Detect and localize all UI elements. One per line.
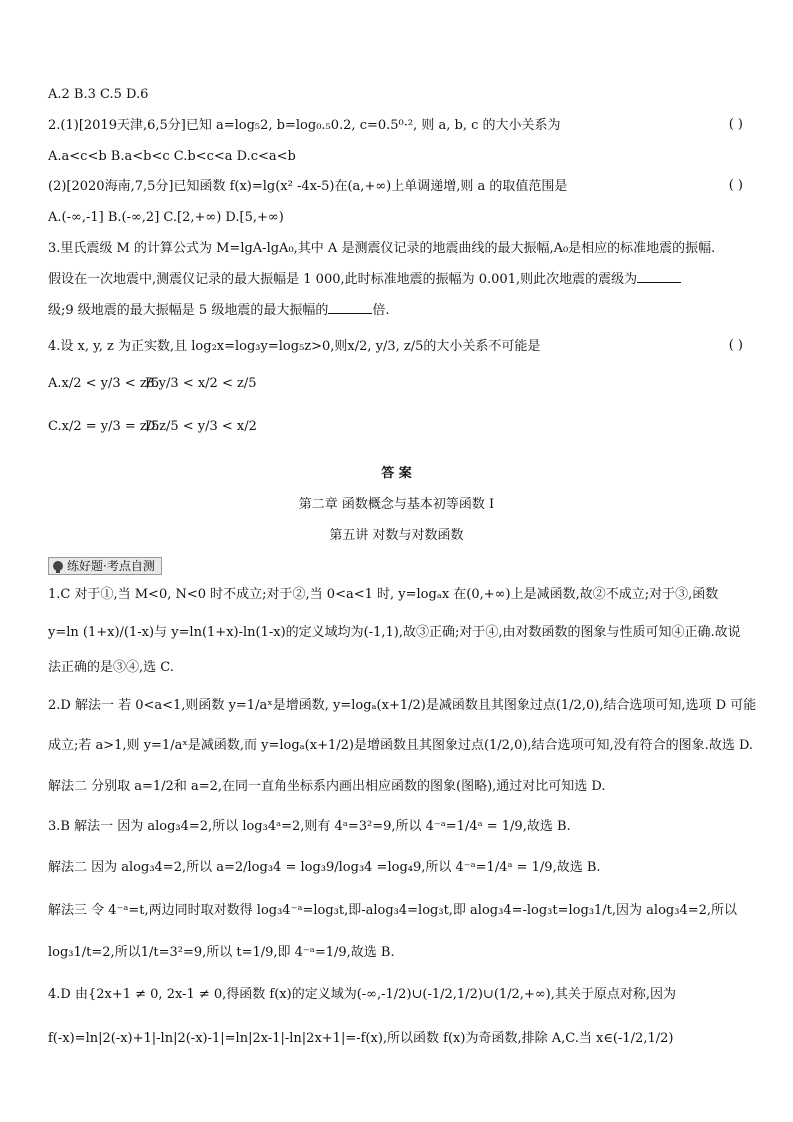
answer-2-line-3: 解法二 分别取 a=1/2和 a=2,在同一直角坐标系内画出相应函数的图象(图略),通过对比可知选 D. xyxy=(48,779,606,794)
q4-answer-paren: ( ) xyxy=(728,338,743,353)
q4-option-d: D.z/5 < y/3 < x/2 xyxy=(145,419,257,434)
answers-heading: 答 案 xyxy=(381,466,412,481)
q2-1-answer-paren: ( ) xyxy=(728,117,743,132)
section-badge-label: 练好题·考点自测 xyxy=(67,559,155,573)
q2-2-stem: (2)[2020海南,7,5分]已知函数 f(x)=lg(x² -4x-5)在(a,+∞)上单调递增,则 a 的取值范围是 xyxy=(48,179,568,194)
q3-line-2 xyxy=(48,270,743,289)
q4-option-a: A.x/2 < y/3 < z/5 xyxy=(48,376,160,391)
q3-blank-2 xyxy=(328,301,372,314)
q2-2-options: A.(-∞,-1] B.(-∞,2] C.[2,+∞) D.[5,+∞) xyxy=(48,210,284,225)
answer-3-line-1: 3.B 解法一 因为 alog₃4=2,所以 log₃4ᵃ=2,则有 4ᵃ=3²=9,所以 4⁻ᵃ=1/4ᵃ = 1/9,故选 B. xyxy=(48,819,571,834)
q4-stem: 4.设 x, y, z 为正实数,且 log₂x=log₃y=log₅z>0,则x/2, y/3, z/5的大小关系不可能是 xyxy=(48,339,541,354)
q2-1-stem: 2.(1)[2019天津,6,5分]已知 a=log₅2, b=log₀.₅0.2, c=0.5⁰·², 则 a, b, c 的大小关系为 xyxy=(48,118,561,133)
answer-2-line-1: 2.D 解法一 若 0<a<1,则函数 y=1/aˣ是增函数, y=logₐ(x+1/2)是减函数且其图象过点(1/2,0),结合选项可知,选项 D 可能 xyxy=(48,698,757,713)
q2-2-answer-paren: ( ) xyxy=(728,178,743,193)
q3-line-3a-text: 级;9 级地震的最大振幅是 5 级地震的最大振幅的 xyxy=(48,303,329,318)
chapter-title: 第二章 函数概念与基本初等函数 Ⅰ xyxy=(298,497,495,512)
q3-line-3b-text: 倍. xyxy=(372,303,390,318)
q1-options: A.2 B.3 C.5 D.6 xyxy=(48,87,149,102)
lesson-title: 第五讲 对数与对数函数 xyxy=(329,528,464,543)
answer-3-line-2: 解法二 因为 alog₃4=2,所以 a=2/log₃4 = log₃9/log₃4 =log₄9,所以 4⁻ᵃ=1/4ᵃ = 1/9,故选 B. xyxy=(48,860,601,875)
answer-3-line-4: log₃1/t=2,所以1/t=3²=9,所以 t=1/9,即 4⁻ᵃ=1/9,故选 B. xyxy=(48,945,395,960)
q2-1-options: A.a<c<b B.a<b<c C.b<c<a D.c<a<b xyxy=(48,149,296,164)
section-badge xyxy=(48,557,162,575)
q3-line-1: 3.里氏震级 M 的计算公式为 M=lgA-lgA₀,其中 A 是测震仪记录的地震曲线的最大振幅,A₀是相应的标准地震的振幅. xyxy=(48,241,716,256)
answer-1-line-2: y=ln (1+x)/(1-x)与 y=ln(1+x)-ln(1-x)的定义域均为(-1,1),故③正确;对于④,由对数函数的图象与性质可知④正确.故说 xyxy=(48,625,741,640)
q4-option-c: C.x/2 = y/3 = z/5 xyxy=(48,419,160,434)
q3-blank-1 xyxy=(637,270,681,283)
answer-1-line-1: 1.C 对于①,当 M<0, N<0 时不成立;对于②,当 0<a<1 时, y=logₐx 在(0,+∞)上是减函数,故②不成立;对于③,函数 xyxy=(48,587,719,602)
lightbulb-icon xyxy=(53,561,63,571)
answer-4-line-2: f(-x)=ln|2(-x)+1|-ln|2(-x)-1|=ln|2x-1|-ln|2x+1|=-f(x),所以函数 f(x)为奇函数,排除 A,C.当 x∈(-1/2,1/2) xyxy=(48,1031,674,1046)
answer-2-line-2: 成立;若 a>1,则 y=1/aˣ是减函数,而 y=logₐ(x+1/2)是增函数且其图象过点(1/2,0),结合选项可知,没有符合的图象.故选 D. xyxy=(48,738,754,753)
q4-option-b: B.y/3 < x/2 < z/5 xyxy=(145,376,257,391)
answer-1-line-3: 法正确的是③④,选 C. xyxy=(48,660,174,675)
q3-line-2-text: 假设在一次地震中,测震仪记录的最大振幅是 1 000,此时标准地震的振幅为 0.001,则此次地震的震级为 xyxy=(48,272,638,287)
answer-3-line-3: 解法三 令 4⁻ᵃ=t,两边同时取对数得 log₃4⁻ᵃ=log₃t,即-alog₃4=log₃t,即 alog₃4=-log₃t=log₃1/t,因为 alog₃4=2,所以 xyxy=(48,903,738,918)
q3-line-3 xyxy=(48,301,743,320)
answer-4-line-1: 4.D 由{2x+1 ≠ 0, 2x-1 ≠ 0,得函数 f(x)的定义域为(-∞,-1/2)∪(-1/2,1/2)∪(1/2,+∞),其关于原点对称,因为 xyxy=(48,987,676,1002)
